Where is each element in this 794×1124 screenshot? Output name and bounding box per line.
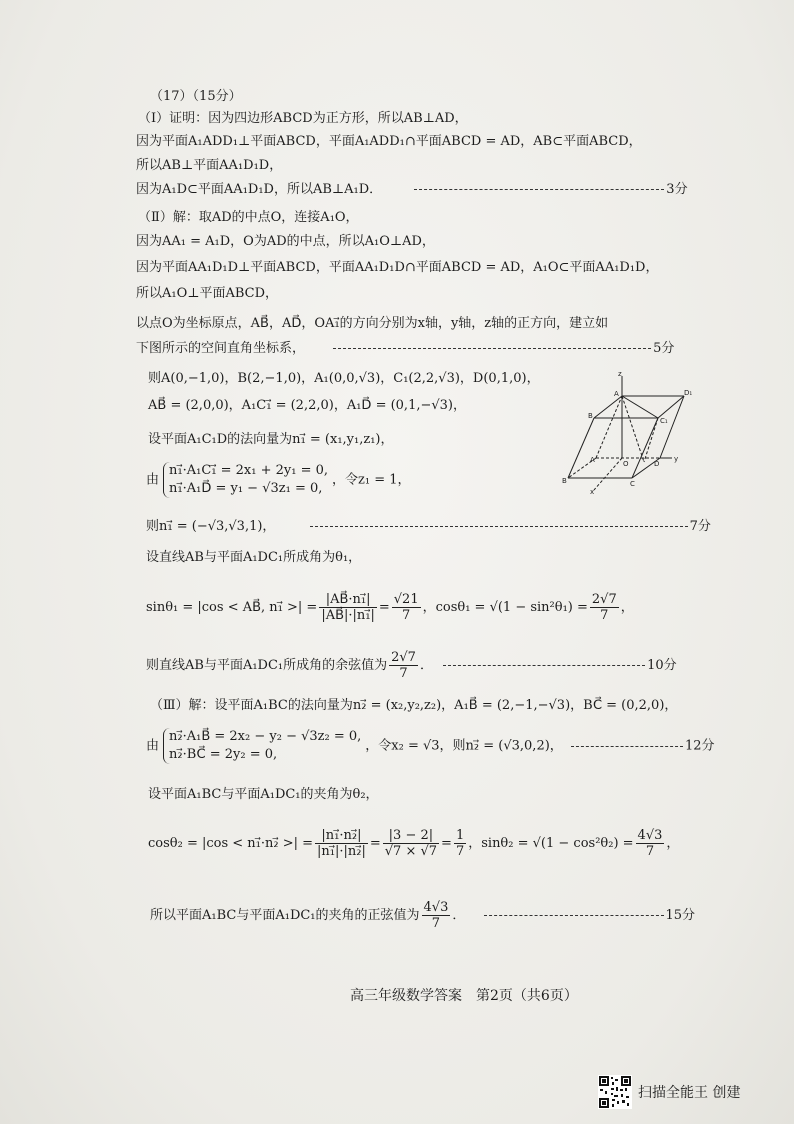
fraction-numerator: |AB⃗·n₁⃗|: [319, 592, 377, 608]
dash-leader: [484, 915, 664, 916]
equals-sign: =: [441, 836, 452, 851]
fraction: [590, 592, 619, 623]
label-o: O: [623, 460, 629, 468]
fraction-denominator: |AB⃗|·|n₁⃗|: [321, 608, 375, 623]
cosine-formula-left: cosθ₂ = |cos < n₁⃗·n₂⃗ >| =: [148, 836, 314, 851]
sine-formula-line: [146, 592, 634, 623]
label-d1: D₁: [684, 389, 693, 397]
score-mark: 3分: [666, 182, 688, 197]
fraction-numerator: 4√3: [423, 900, 449, 915]
equation-system-2: [146, 728, 714, 764]
fraction: [383, 828, 439, 859]
coordinates-line: 则A(0,−1,0)，B(2,−1,0)，A₁(0,0,√3)，C₁(2,2,√3)，D(0,1,0)，: [148, 371, 540, 386]
equals-sign: =: [369, 836, 381, 851]
label-y: y: [674, 455, 679, 463]
period: ．: [452, 908, 466, 923]
part2-line6-text: 下图所示的空间直角坐标系，: [136, 341, 306, 356]
label-c1: C₁: [660, 417, 668, 425]
system-brace: [163, 462, 328, 498]
label-b-low: B: [562, 477, 567, 485]
diag-a1-d: [622, 396, 644, 462]
label-a1: A: [614, 390, 619, 398]
system-eq-1: n₂⃗·A₁B⃗ = 2x₂ − y₂ − √3z₂ = 0,: [169, 729, 362, 744]
fraction: [315, 828, 368, 859]
fraction: [389, 650, 418, 681]
part3-angle-line: 设平面A₁BC与平面A₁DC₁的夹角为θ₂，: [148, 787, 379, 802]
sine-formula-left: sinθ₁ = |cos < AB⃗, n₁⃗ >| =: [146, 600, 318, 615]
scanner-watermark: 扫描全能王 创建: [638, 1085, 741, 1101]
part2-line1: （Ⅱ）解：取AD的中点O，连接A₁O，: [138, 210, 359, 225]
comma: ，: [666, 836, 680, 851]
qr-code-icon: [598, 1075, 632, 1109]
label-a: A: [590, 456, 595, 464]
part3-line1: （Ⅲ）解：设平面A₁BC的法向量为n₂⃗ = (x₂,y₂,z₂)，A₁B⃗ = (2,−1,−√3)，BC⃗ = (0,2,0)，: [150, 698, 678, 713]
part2-line6: [136, 340, 674, 358]
score-mark: 5分: [653, 341, 675, 356]
fraction: [319, 592, 377, 623]
fraction-numerator: 1: [455, 828, 465, 843]
fraction-denominator: 7: [455, 844, 465, 859]
fraction-denominator: |n₁⃗|·|n₂⃗|: [317, 844, 366, 859]
equals-sign: =: [378, 600, 390, 615]
fraction-numerator: 4√3: [637, 828, 663, 843]
normal-result-text: 则n₁⃗ = (−√3,√3,1)，: [146, 519, 276, 534]
system-prefix: 由: [146, 472, 160, 488]
fraction: [636, 828, 665, 859]
question-number: （17）（15分）: [150, 89, 242, 104]
fraction-numerator: 2√7: [591, 592, 617, 607]
dash-leader: [333, 348, 651, 349]
part3-conclusion-line: [150, 900, 695, 931]
system-let: ，令z₁ = 1，: [332, 472, 411, 488]
fraction-numerator: √21: [393, 592, 419, 607]
fraction-denominator: 7: [600, 608, 609, 623]
part1-line1: （Ⅰ）证明：因为四边形ABCD为正方形，所以AB⊥AD，: [138, 111, 468, 126]
edge-back-right: [660, 396, 684, 458]
fraction-denominator: 7: [399, 666, 408, 681]
fraction: [454, 828, 466, 859]
vectors-line: AB⃗ = (2,0,0)，A₁C₁⃗ = (2,2,0)，A₁D⃗ = (0,1,−√3)，: [148, 398, 466, 413]
diag-a1-c1: [622, 396, 658, 418]
system-brace: [163, 728, 361, 764]
normal-result-line: [146, 518, 711, 536]
sine-formula-left: ，sinθ₂ = √(1 − cos²θ₂) =: [468, 836, 634, 851]
part2-line2: 因为AA₁ = A₁D，O为AD的中点，所以A₁O⊥AD，: [136, 234, 435, 249]
angle-definition-line: 设直线AB与平面A₁DC₁所成角为θ₁，: [146, 550, 362, 565]
equation-system-1: [146, 462, 411, 498]
x-axis: [594, 458, 622, 490]
fraction: [392, 592, 421, 623]
part2-conclusion-line: [146, 650, 677, 681]
system-prefix: 由: [146, 738, 160, 754]
dash-leader: [414, 189, 664, 190]
label-z: z: [618, 370, 622, 378]
edge-back-left: [596, 396, 622, 458]
score-mark: 15分: [665, 908, 696, 923]
diag-c1-d: [644, 418, 658, 462]
label-c: C: [630, 480, 635, 488]
cosine-theta2-line: [148, 828, 679, 859]
system-eq-1: n₁⃗·A₁C₁⃗ = 2x₁ + 2y₁ = 0,: [169, 463, 329, 478]
fraction-denominator: 7: [645, 844, 655, 859]
part2-conclusion-text: 则直线AB与平面A₁DC₁所成角的余弦值为: [146, 658, 388, 673]
part1-line2: 因为平面A₁ADD₁⊥平面ABCD，平面A₁ADD₁∩平面ABCD = AD，AB⊂平面ABCD，: [136, 134, 642, 149]
cosine-formula-left: ，cosθ₁ = √(1 − sin²θ₁) =: [422, 600, 588, 615]
label-b: B: [588, 412, 593, 420]
dash-leader: [571, 746, 683, 747]
fraction: [422, 900, 451, 931]
system-eq-2: n₁⃗·A₁D⃗ = y₁ − √3z₁ = 0,: [169, 481, 323, 496]
score-mark: 7分: [689, 519, 711, 534]
dash-leader: [310, 526, 688, 527]
label-x: x: [590, 488, 595, 496]
part1-line3: 所以AB⊥平面AA₁D₁D，: [136, 158, 283, 173]
fraction-numerator: 2√7: [391, 650, 416, 665]
part1-line4: [136, 181, 688, 199]
fraction-numerator: |n₁⃗·n₂⃗|: [315, 828, 368, 844]
part2-line3: 因为平面AA₁D₁D⊥平面ABCD，平面AA₁D₁D∩平面ABCD = AD，A₁O⊂平面AA₁D₁D，: [136, 260, 659, 275]
part2-line5: 以点O为坐标原点，AB⃗，AD⃗，OA₁⃗的方向分别为x轴，y轴，z轴的正方向，建立如: [136, 316, 609, 331]
part1-line4-text: 因为A₁D⊂平面AA₁D₁D，所以AB⊥A₁D．: [136, 182, 383, 197]
label-d: D: [654, 460, 660, 468]
fraction-denominator: 7: [402, 608, 411, 623]
fraction-numerator: |3 − 2|: [383, 828, 439, 844]
score-mark: 10分: [647, 658, 677, 673]
fraction-denominator: √7 × √7: [384, 844, 438, 859]
edge-front-left: [568, 418, 594, 478]
score-mark: 12分: [684, 738, 715, 754]
fraction-denominator: 7: [431, 916, 441, 931]
prism-coordinate-figure: [560, 370, 693, 496]
system-eq-2: n₂⃗·BC⃗ = 2y₂ = 0,: [169, 747, 278, 762]
period: ．: [419, 658, 433, 673]
dash-leader: [443, 665, 645, 666]
page-footer: 高三年级数学答案 第2页（共6页）: [350, 988, 578, 1004]
system-let: ，令x₂ = √3，则n₂⃗ = (√3,0,2)，: [365, 738, 563, 754]
normal-vector-line: 设平面A₁C₁D的法向量为n₁⃗ = (x₁,y₁,z₁)，: [148, 432, 394, 447]
part3-conclusion-text: 所以平面A₁BC与平面A₁DC₁的夹角的正弦值为: [150, 908, 420, 923]
comma: ，: [620, 600, 634, 615]
part2-line4: 所以A₁O⊥平面ABCD，: [136, 286, 279, 301]
